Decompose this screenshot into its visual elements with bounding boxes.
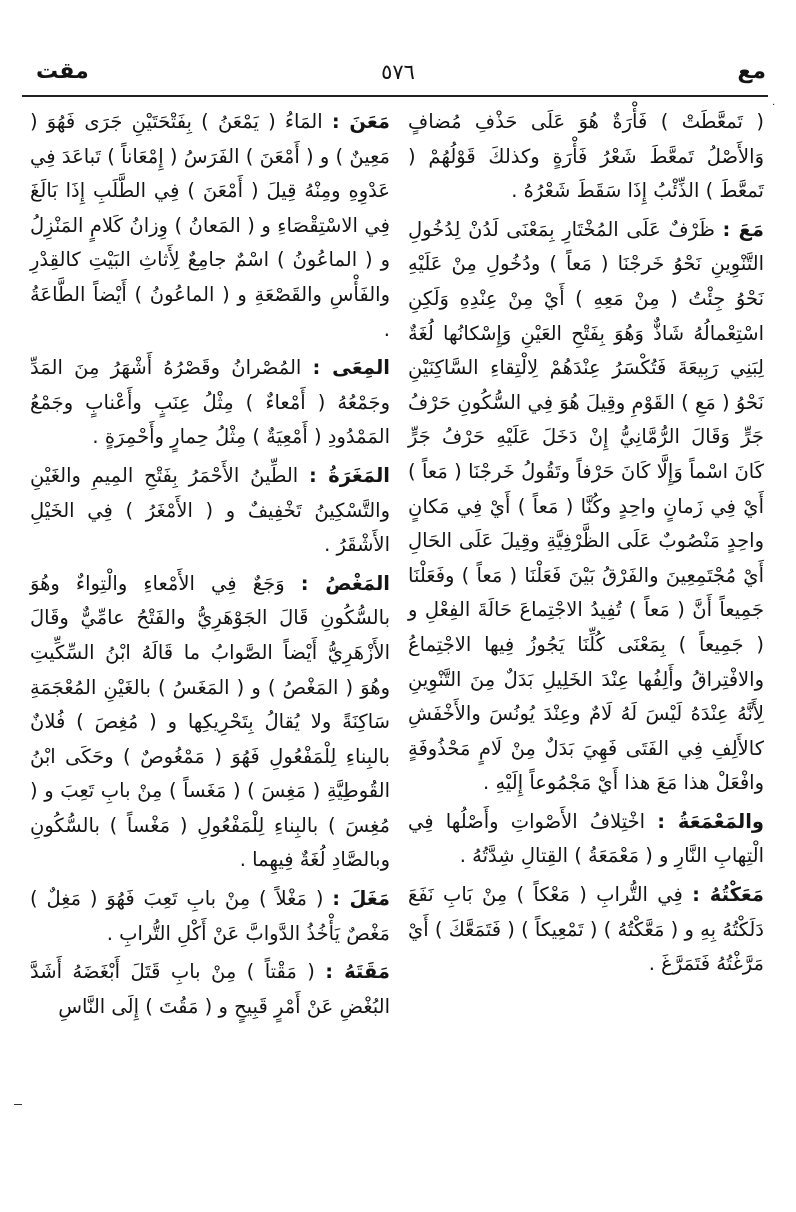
- entry-ma: [408, 213, 764, 801]
- entry-text: المُصْرانُ وقَصْرُهُ أَشْهَرُ مِنَ المَدِّ وجَمْعُهُ ( أَمْعاءٌ ) مِثْلُ عِنَبٍ وأَعْنابٍ وجَمْعُ المَمْدُودِ ( أَمْعِيَةٌ ) مِثْلُ حِمارٍ وأَحْمِرَةٍ .: [30, 356, 390, 449]
- margin-mark: ·: [772, 100, 776, 111]
- entry-almaghara: [30, 459, 390, 563]
- entry-text: الطِّينُ الأَحْمَرُ بِفَتْحِ المِيمِ والغَيْنِ والتَّسْكِينُ تَخْفِيفٌ و ( الأَمْغَرُ ) فِي الخَيْلِ الأَشْقَرُ .: [30, 463, 390, 557]
- entry-headword: المَغْصُ :: [300, 571, 390, 595]
- entry-almaghs: [30, 567, 390, 878]
- entry-headword: مَقَتَهُ :: [325, 960, 390, 984]
- entry-text: ( مَقْتاً ) مِنْ بابِ قَتَلَ أَبْغَضَهُ أَشَدَّ البُغْضِ عَنْ أَمْرٍ قَبِيحٍ و ( مَقُتَ ) إِلَى النَّاسِ: [30, 960, 390, 1018]
- entry-headword: مَعَ :: [722, 217, 764, 241]
- first-guide-word: مع: [737, 59, 766, 84]
- running-head: [30, 52, 766, 92]
- entry-text: فِي التُّرابِ ( مَعْكاً ) مِنْ بَابِ نَفَعَ دَلَكْتُهُ بِهِ و ( مَعَّكْتُهُ ) ( تَمْعِيكاً ) ( فَتَمَعَّكَ ) أَيْ مَرَّغْتُهُ فَتَمَرَّغَ .: [408, 883, 764, 976]
- entry-continuation: [408, 105, 764, 209]
- entry-text: اخْتِلافُ الأَصْواتِ وأَصْلُها فِي الْتِهابِ النَّارِ و ( مَعْمَعَةُ ) القِتالِ شِدَّتُهُ .: [408, 809, 764, 868]
- entry-headword: مَعَكْتُهُ :: [692, 883, 764, 907]
- entry-headword: مَغَلَ :: [332, 887, 390, 911]
- entry-headword: المَغَرَةُ :: [309, 463, 390, 487]
- last-guide-word: مقت: [36, 59, 89, 84]
- entry-headword: والمَعْمَعَةُ :: [657, 809, 764, 833]
- right-column: [408, 105, 764, 986]
- entry-mamaa: [408, 805, 764, 874]
- entry-text: المَاءُ ( يَمْعَنُ ) بِفَتْحَتَيْنِ جَرَى فَهُوَ ( مَعِينٌ ) و ( أَمْعَنَ ) الفَرَسُ ( إِمْعَاناً ) تَباعَدَ فِي عَدْوِهِ ومِنْهُ قِيلَ ( أَمْعَنَ ) فِي الطَّلَبِ إِذَا بَالَغَ فِي الاسْتِقْصَاءِ و ( المَعانُ ) وِزانُ كَلامٍ المَنْزِلُ و ( الماعُونُ ) اسْمٌ جامِعٌ لِأَثاثِ البَيْتِ كالقِدْرِ والفَأْسِ والقَصْعَةِ و ( الماعُونُ ) أَيْضاً الطَّاعَةُ .: [30, 110, 390, 341]
- page-number: ٥٧٦: [381, 60, 415, 84]
- entry-text: ( مَغْلاً ) مِنْ بابِ تَعِبَ فَهُوَ ( مَغِلٌ ) مَغْصٌ يَأْخُذُ الدَّوابَّ عَنْ أَكْلِ التُّرابِ .: [30, 887, 390, 945]
- entry-text: وَجَعٌ فِي الأَمْعاءِ والْتِواءٌ وهُوَ بالسُّكُونِ قَالَ الجَوْهَرِيُّ والفَتْحُ عامِّيٌّ وقَالَ الأَزْهَرِيُّ أَيْضاً الصَّوابُ ما قَالَهُ ابْنُ السِّكِّيتِ وهُوَ ( المَغْصُ ) و ( المَغَسُ ) بالغَيْنِ المُعْجَمَةِ سَاكِنَةً ولا يُقالُ بِتَحْرِيكِها و ( مُغِصَ ) فُلانٌ بالبِناءِ لِلْمَفْعُولِ فَهُوَ ( مَمْغُوصٌ ) وحَكَى ابْنُ القُوطِيَّةِ ( مَغِسَ ) ( مَغَساً ) مِنْ بابِ تَعِبَ و ( مُغِسَ ) بالبِناءِ لِلْمَفْعُولِ ( مَغْساً ) بالسُّكُونِ وبالصَّادِ لُغَةٌ فِيهِما .: [30, 571, 390, 872]
- entry-maqatahu: [30, 955, 390, 1024]
- entry-maaktuhu: [408, 878, 764, 982]
- margin-line: [14, 1104, 22, 1105]
- entry-maana: [30, 105, 390, 347]
- entry-text: ( تَمعَّطَتْ ) فَأْرَةٌ هُوَ عَلَى حَذْفِ مُضافٍ وَالأَصْلُ تَمعَّطَ شَعْرُ فَأْرَةٍ وكذلكَ قَوْلُهُمْ ( تَمعَّطَ ) الذِّئْبُ إِذَا سَقَطَ شَعْرُهُ .: [408, 110, 764, 203]
- entry-headword: مَعَنَ :: [331, 110, 391, 133]
- entry-headword: المِعَى :: [312, 356, 390, 380]
- entry-text: ظَرْفٌ عَلَى المُخْتَارِ بِمَعْنَى لَدُنْ لِدُخُولِ التَّنْوِينِ نَحْوُ خَرجْنَا ( مَعاً ) ودُخُولِ مِنْ عَلَيْهِ نَحْوُ جِئْتُ ( مِنْ مَعِهِ ) أَيْ مِنْ عِنْدِهِ وَلَكِنِ اسْتِعْمالُهُ شَاذٌّ وَهُوَ بِفَتْحِ العَيْنِ وَإِسْكانُها لُغَةٌ لِبَنِي رَبِيعَةَ فَتُكْسَرُ عِنْدَهُمْ لِالْتِقاءِ السَّاكِنَيْنِ نَحْوُ ( مَعِ ) القَوْمِ وقِيلَ هُوَ فِي السُّكُونِ حَرْفُ جَرٍّ وَقَالَ الرُّمَّانِيُّ إِنْ دَخَلَ عَلَيْهِ حَرْفُ جَرٍّ كَانَ اسْماً وَإِلَّا كَانَ حَرْفاً وتَقُولُ خَرجْنَا ( مَعاً ) أَيْ فِي زَمانٍ واحِدٍ وكُنَّا ( مَعاً ) أَيْ فِي مَكانٍ واحِدٍ مَنْصُوبٌ عَلَى الظَّرْفِيَّةِ وقِيلَ عَلَى الحَالِ أَيْ مُجْتَمِعِينَ والفَرْقُ بَيْنَ فَعَلْنَا ( مَعاً ) وفَعَلْنَا جَمِيعاً أَنَّ ( مَعاً ) تُفِيدُ الاجْتِماعَ حَالَةَ الفِعْلِ و ( جَمِيعاً ) بِمَعْنَى كُلِّنَا يَجُوزُ فِيها الاجْتِماعُ والافْتِراقُ وأَلِفُها عِنْدَ الخَلِيلِ بَدَلٌ مِنَ التَّنْوِينِ لِأَنَّهُ عِنْدَهُ لَيْسَ لَهُ لَامٌ وعِنْدَ يُونُسَ والأَخْفَشِ كالأَلِفِ فِي الفَتَى فَهِيَ بَدَلٌ مِنْ لَامٍ مَحْذُوفَةٍ وافْعَلْ هذا مَعَ هذا أَيْ مَجْمُوعاً إِلَيْهِ .: [408, 217, 764, 795]
- left-column: [30, 105, 390, 1028]
- entry-almia: [30, 351, 390, 455]
- header-rule: [22, 95, 768, 97]
- entry-maghala: [30, 882, 390, 951]
